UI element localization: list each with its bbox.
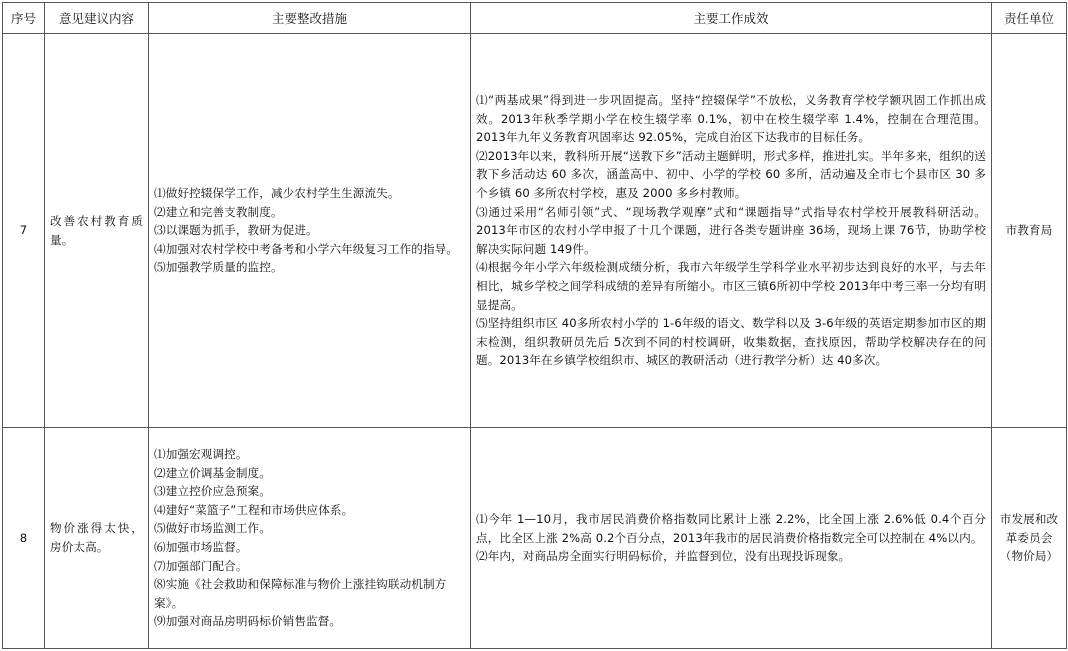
header-content: 意见建议内容 (45, 3, 149, 34)
table-row (3, 428, 1067, 649)
table-row (3, 34, 1067, 428)
measures-cell (149, 428, 471, 649)
result-item: ⑶通过采用“名师引领”式、“现场教学观摩”式和“课题指导”式指导农村学校开展教科研活动。2013年市区的农村小学申报了十几个课题，进行各类专题讲座 36场，现场上课 76节，协助学校解决实际问题 149件。 (476, 204, 986, 256)
result-item: ⑴今年 1—10月，我市居民消费价格指数同比累计上涨 2.2%，比全国上涨 2.6%低 0.4个百分点，比全区上涨 2%高 0.2个百分点，2013年我市的居民消费价格指数完全可以控制在 4%以内。 (476, 512, 986, 545)
measure-item: ⑴做好控辍保学工作，减少农村学生生源流失。 (154, 186, 400, 201)
measure-item: ⑹加强市场监督。 (154, 540, 248, 554)
row-number-cell (3, 34, 45, 428)
result-item: ⑸坚持组织市区 40多所农村小学的 1-6年级的语文、数学科以及 3-6年级的英语定期参加市区的期末检测，组织教研员先后 5次到不同的村校调研，收集数据，查找原因，帮助学校解决存在的问题。2013年在乡镇学校组织市、城区的教研活动（进行教学分析）达 40多次。 (476, 316, 986, 368)
measure-item: ⑴加强宏观调控。 (154, 447, 248, 462)
responsible-unit: 市教育局 (992, 34, 1067, 428)
measure-item: ⑺加强部门配合。 (154, 558, 248, 573)
results-cell (471, 428, 992, 649)
result-item: ⑴“两基成果”得到进一步巩固提高。坚持“控辍保学”不放松，义务教育学校学额巩固工作抓出成效。2013年秋季学期小学在校生辍学率 0.1%，初中在校生辍学率 1.4%，控制在合理范围。2013年九年义务教育巩固率达 92.05%，完成自治区下达我市的目标任务。 (476, 93, 986, 145)
measures-cell (149, 34, 471, 428)
measure-item: ⑵建立和完善支教制度。 (154, 204, 283, 219)
header-no: 序号 (3, 3, 45, 34)
header-unit: 责任单位 (992, 3, 1067, 34)
table-header-row (3, 3, 1067, 34)
measure-item: ⑶建立控价应急预案。 (154, 484, 271, 499)
suggestion-content: 改善农村教育质量。 (45, 34, 149, 428)
row-number: 8 (19, 530, 28, 545)
measure-item: ⑵建立价调基金制度。 (154, 465, 271, 480)
measure-item: ⑸加强教学质量的监控。 (154, 260, 283, 275)
results-cell (471, 34, 992, 428)
row-number: 7 (19, 223, 28, 238)
row-number-cell (3, 428, 45, 649)
measure-item: ⑻实施《社会救助和保障标准与物价上涨挂钩联动机制方案》。 (154, 577, 447, 610)
header-results: 主要工作成效 (471, 3, 992, 34)
measure-item: ⑼加强对商品房明码标价销售监督。 (154, 614, 342, 629)
rectification-table (2, 2, 1067, 649)
suggestion-content: 物价涨得太快，房价太高。 (45, 428, 149, 649)
measure-item: ⑷建好“菜篮子”工程和市场供应体系。 (154, 502, 354, 517)
measure-item: ⑸做好市场监测工作。 (154, 521, 271, 536)
result-item: ⑵年内，对商品房全面实行明码标价，并监督到位，没有出现投诉现象。 (476, 549, 851, 564)
header-measures: 主要整改措施 (149, 3, 471, 34)
result-item: ⑷根据今年小学六年级检测成绩分析，我市六年级学生学科学业水平初步达到良好的水平，与去年相比，城乡学校之间学科成绩的差异有所缩小。市区三镇6所初中学校 2013年中考三率一分均有明显提高。 (476, 260, 986, 312)
measure-item: ⑶以课题为抓手，教研为促进。 (154, 223, 318, 238)
result-item: ⑵2013年以来，教科所开展“送教下乡”活动主题鲜明，形式多样，推进扎实。半年多来，组织的送教下乡活动达 60 多次，涵盖高中、初中、小学的学校 60 多所，活动遍及全市七个县市区 30 多个乡镇 60 多所农村学校，惠及 2000 多乡村教师。 (476, 148, 986, 201)
responsible-unit: 市发展和改革委员会（物价局） (992, 428, 1067, 649)
measure-item: ⑷加强对农村学校中考备考和小学六年级复习工作的指导。 (154, 241, 459, 256)
